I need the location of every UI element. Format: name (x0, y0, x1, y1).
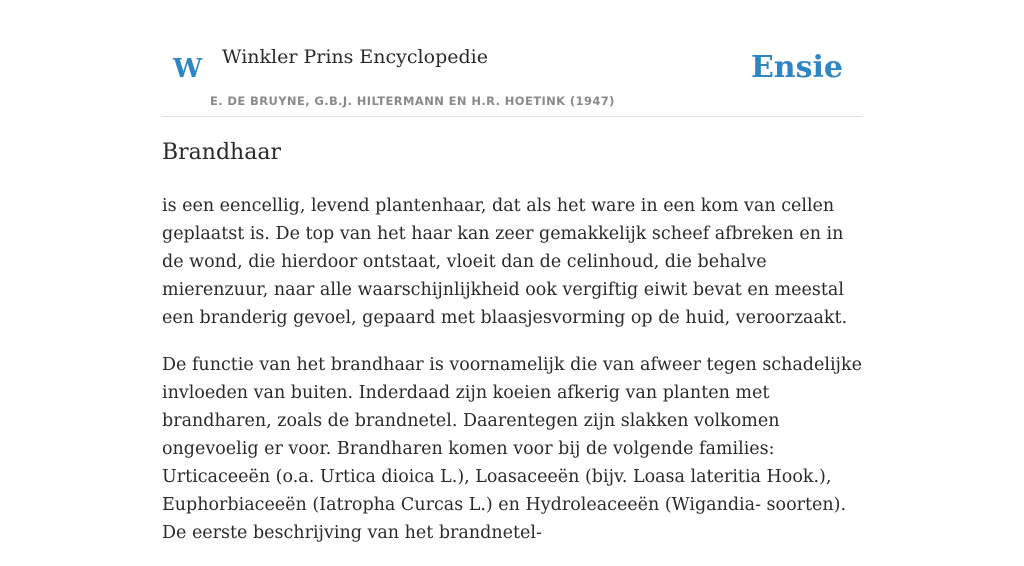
encyclopedia-header (162, 0, 862, 117)
article-paragraph-2: De functie van het brandhaar is voornamelijk die van afweer tegen schadelijke invloeden van buiten. Inderdaad zijn koeien afkerig van planten met brandharen, zoals de brandnetel. Daarentegen zijn slakken volkomen ongevoelig er voor. Brandharen komen voor bij de volgende families: Urticaceeën (o.a. Urtica dioica L.), Loasaceeën (bijv. Loasa lateritia Hook.), Euphorbiaceeën (Iatropha Curcas L.) en Hydroleaceeën (Wigandia- soorten). De eerste beschrijving van het brandnetel- (162, 355, 862, 543)
encyclopedia-authors: E. DE BRUYNE, G.B.J. HILTERMANN EN H.R. HOETINK (1947) (210, 94, 615, 108)
encyclopedia-logo[interactable]: W (173, 54, 203, 84)
article-body (162, 192, 862, 566)
page (162, 0, 862, 543)
article-paragraph-1: is een eencellig, levend plantenhaar, dat als het ware in een kom van cellen geplaatst is. De top van het haar kan zeer gemakkelijk scheef afbreken en in de wond, die hierdoor ontstaat, vloeit dan de celinhoud, die behalve mierenzuur, naar alle waarschijnlijkheid ook vergiftig eiwit bevat en meestal een branderig gevoel, gepaard met blaasjesvorming op de huid, veroorzaakt. (162, 196, 848, 328)
ensie-logo[interactable]: Ensie (750, 50, 843, 85)
encyclopedia-title[interactable]: Winkler Prins Encyclopedie (222, 46, 488, 68)
article-title: Brandhaar (162, 140, 281, 165)
